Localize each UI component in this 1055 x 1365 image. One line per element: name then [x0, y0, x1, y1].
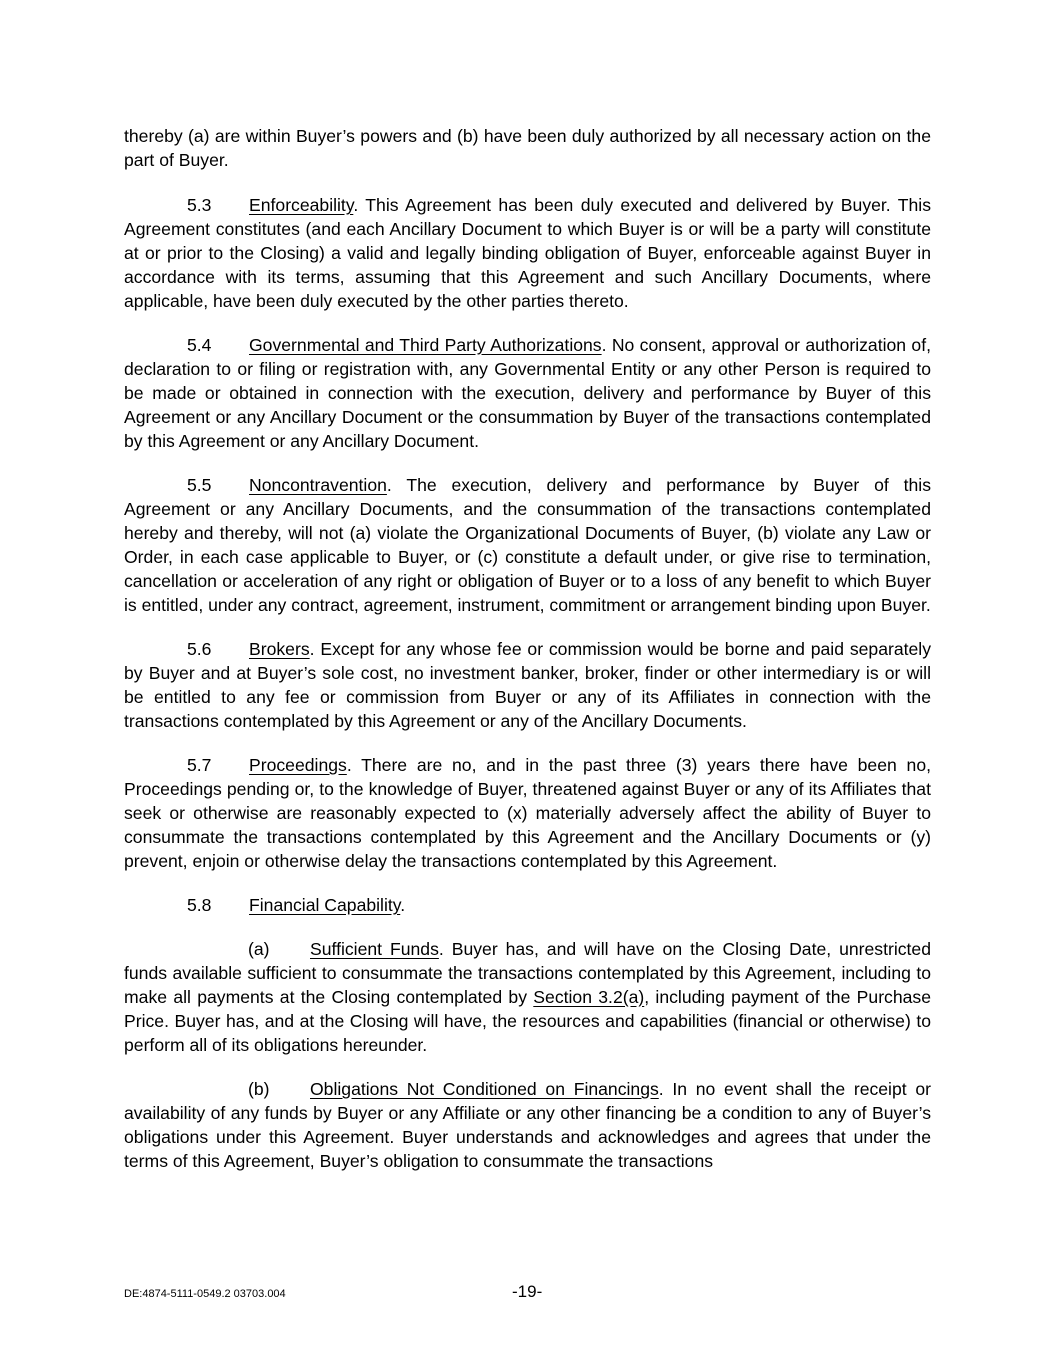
subsection-label: (b): [248, 1079, 270, 1099]
section-heading: Noncontravention: [249, 475, 387, 495]
footer-document-id: DE:4874-5111-0549.2 03703.004: [124, 1288, 286, 1300]
subsection-b: [124, 1077, 931, 1173]
subsection-heading: Obligations Not Conditioned on Financings: [310, 1079, 659, 1099]
section-number: 5.8: [187, 895, 212, 915]
section-5-7: [124, 753, 931, 873]
section-heading: Financial Capability: [249, 895, 401, 915]
subsection-body-continued: , including payment of the Purchase Price. Buyer has, and at the Closing will have, the resources and capabilities (financial or otherwise) to perform all of its obligations hereunder.: [124, 987, 931, 1055]
section-number: 5.4: [187, 335, 212, 355]
section-5-4: [124, 333, 931, 453]
section-body: . Except for any whose fee or commission would be borne and paid separately by Buyer and at Buyer’s sole cost, no investment banker, broker, finder or other intermediary is or will be entitled to any fee or commission from Buyer or any of its Affiliates in connection with the transactions contemplated by this Agreement or any of the Ancillary Documents.: [124, 639, 931, 731]
section-5-5: [124, 473, 931, 617]
section-body: .: [400, 895, 406, 915]
subsection-body: . In no event shall the receipt or availability of any funds by Buyer or any Affiliate or any other financing be a condition to any of Buyer’s obligations under this Agreement. Buyer understands and acknowledges and agrees that under the terms of this Agreement, Buyer’s obligation to consummate the transactions: [124, 1079, 931, 1171]
section-number: 5.7: [187, 755, 212, 775]
section-5-6: [124, 637, 931, 733]
subsection-body: . Buyer has, and will have on the Closing Date, unrestricted funds available sufficient to consummate the transactions contemplated by this Agreement, including to make all payments at the Closing contemplated by: [124, 939, 931, 1007]
section-heading: Brokers: [249, 639, 310, 659]
intro-paragraph: [124, 124, 931, 172]
section-number: 5.3: [187, 195, 212, 215]
intro-text: thereby (a) are within Buyer’s powers and (b) have been duly authorized by all necessary action on the part of Buyer.: [124, 126, 931, 170]
section-body: . This Agreement has been duly executed and delivered by Buyer. This Agreement constitutes (and each Ancillary Document to which Buyer is or will be a party will constitute at or prior to the Closing) a valid and legally binding obligation of Buyer, enforceable against Buyer in accordance with its terms, assuming that this Agreement and such Ancillary Documents, where applicable, have been duly executed by the other parties thereto.: [124, 195, 931, 311]
section-reference-link[interactable]: Section 3.2(a): [533, 987, 645, 1007]
section-body: . No consent, approval or authorization of, declaration to or filing or registration with, any Governmental Entity or any other Person is required to be made or obtained in connection with the execution, delivery and performance by Buyer of this Agreement or any Ancillary Document or the consummation by Buyer of the transactions contemplated by this Agreement or any Ancillary Document.: [124, 335, 931, 451]
section-5-8: [124, 893, 931, 917]
section-heading: Proceedings: [249, 755, 347, 775]
subsection-a: [124, 937, 931, 1057]
section-number: 5.6: [187, 639, 212, 659]
document-body: [124, 124, 931, 1193]
subsection-label: (a): [248, 939, 270, 959]
section-5-3: [124, 193, 931, 313]
subsection-heading: Sufficient Funds: [310, 939, 439, 959]
section-body: . There are no, and in the past three (3) years there have been no, Proceedings pending or, to the knowledge of Buyer, threatened against Buyer or any of its Affiliates that seek or otherwise are reasonably expected to (x) materially adversely affect the ability of Buyer to consummate the transactions contemplated by this Agreement and the Ancillary Documents or (y) prevent, enjoin or otherwise delay the transactions contemplated by this Agreement.: [124, 755, 931, 871]
section-heading: Enforceability: [249, 195, 354, 215]
section-number: 5.5: [187, 475, 212, 495]
section-body: . The execution, delivery and performance by Buyer of this Agreement or any Ancillary Documents, and the consummation of the transactions contemplated hereby and thereby, will not (a) violate the Organizational Documents of Buyer, (b) violate any Law or Order, in each case applicable to Buyer, or (c) constitute a default under, or give rise to termination, cancellation or acceleration of any right or obligation of Buyer or to a loss of any benefit to which Buyer is entitled, under any contract, agreement, instrument, commitment or arrangement binding upon Buyer.: [124, 475, 931, 615]
section-heading: Governmental and Third Party Authorizations: [249, 335, 602, 355]
page-number: -19-: [512, 1282, 543, 1301]
